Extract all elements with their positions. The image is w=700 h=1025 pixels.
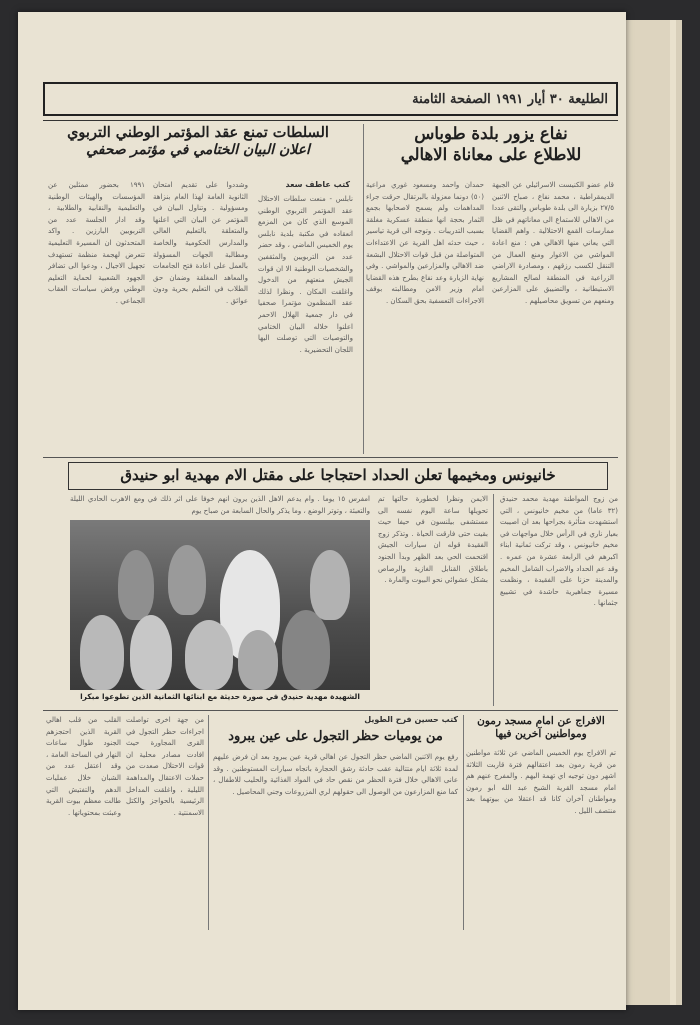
- bottom-left-col2: من جهة اخرى تواصلت اجراءات حظر التجول في القرى المجاورة حيث افادت مصادر محلية ان قوات الاحتلال صعدت من حملات الاعتقال والمداهمة الليلية ، واغلقت المداخل الرئيسية بالحواجز والكتل الاسمنتية .: [126, 716, 204, 817]
- section-rule-bottom: [43, 710, 618, 711]
- header-rule: [43, 120, 618, 121]
- bottom-middle-headline: من يوميات حظر التجول على عين يبرود: [228, 729, 443, 744]
- child-figure: [168, 545, 206, 615]
- column-divider: [463, 715, 464, 930]
- bottom-right-headline-line1: الافراج عن امام مسجد رمون: [477, 715, 605, 727]
- family-photo: [70, 520, 370, 690]
- left-headline-line2: اعلان البيان الختامي في مؤتمر صحفي: [86, 142, 310, 159]
- bottom-middle-body: رفع يوم الاثنين الماضي حظر التجول عن اهالي قرية عين يبرود بعد ان فرض عليهم لمدة ثلاثة ايام متتالية عقب حادثة رشق الحجارة باتجاه سيارات المستوطنين . وقد عانى الاهالي خلال فترة الحظر من نقص حاد في المواد الغذائية والحليب للاطفال ، كما منع المزارعون من الوصول الى حقولهم لري المزروعات وجني المحاصيل .: [213, 753, 458, 796]
- section-rule-top: [43, 457, 618, 458]
- child-figure: [185, 620, 233, 690]
- bottom-right-body: تم الافراج يوم الخميس الماضي عن ثلاثة مواطنين من قرية رمون بعد اعتقالهم فترة قاربت الثلاثة اشهر دون توجيه اي تهمة اليهم . والمفرج عنهم هم امام مسجد القرية الشيخ عبد الله ابو رمون ومواطنان آخران كانا قد اعتقلا من بيوتهما بعد منتصف الليل .: [466, 749, 616, 815]
- photo-caption: الشهيدة مهدية حنيدق في صورة حديثة مع ابنائها الثمانية الذين تطوعوا مبكرا: [80, 692, 360, 701]
- left-article-byline: كتب عاطف سعد: [285, 180, 350, 189]
- column-divider: [493, 494, 494, 706]
- publication-info: الطليعة ٣٠ أيار ١٩٩١ الصفحة الثامنة: [412, 91, 608, 107]
- column-divider: [363, 124, 364, 454]
- mid-left-text: امفرس ١٥ يوما . وام يدعم الاهل الذين يرون انهم خوفا على اثر ذلك في ومع الاهرب الحادي الليلة والتعبئة ، وتوتر الوضع ، وما يذكر والحال السابعة من صباح يوم: [70, 495, 370, 515]
- right-headline-line1: نفاع يزور بلدة طوباس: [414, 124, 568, 143]
- right-article-col1: قام عضو الكنيست الاسرائيلي عن الجبهة الديمقراطية ، محمد نفاع ، صباح الاثنين ٢٧/٥ بزيارة الى بلدة طوباس والتقى عددا من الاهالي للاستماع الى معاناتهم في ظل ممارسات القمع الاحتلالية . واهم القضايا التي يعاني منها الاهالي هي : منع اعادة المواشي من الاغوار ومنع العمال من التنقل لكسب رزقهم ، ومصادرة الاراضي الزراعية في المنطقة لصالح المشاريع الاستيطانية ، والتضييق على المزارعين ومنعهم من تسويق محاصيلهم .: [492, 181, 614, 305]
- child-figure: [310, 550, 350, 620]
- bottom-right-headline-line2: ومواطنين آخرين فيها: [495, 728, 587, 741]
- left-article-col2: وشددوا على تقديم امتحان الثانوية العامة لهذا العام بنزاهة ومسؤولية . وتناول البيان في المؤتمر عن البيان التي اعلنها والمتعلقة بالتعليم العالي والمدارس الحكومية والخاصة ومطالبة الجهات المسؤولة بالعمل على اعادة فتح الجامعات والمعاهد المغلقة وضمان حق الطلاب في التعليم بحرية ودون عوائق .: [153, 181, 248, 305]
- child-figure: [80, 615, 124, 690]
- right-headline-line2: للاطلاع على معاناة الاهالي: [400, 144, 582, 164]
- mid-far-right-col: من زوج المواطنة مهدية محمد حنيدق (٣٢ عاما) من مخيم خانيونس ، التي استشهدت متأثرة بجراحها بعد ان اصيبت بعيار ناري في الرأس خلال مواجهات في مخيم خانيونس ، وقد تركت ثمانية ابناء اكبرهم في الرابعة عشرة من عمره . وقد عم الحداد والاضراب الشامل المخيم والمدينة حزنا على الفقيدة ، ونظمت مسيرة جماهيرية حاشدة في تشييع جثمانها .: [500, 495, 618, 608]
- page-header: [43, 82, 618, 116]
- child-figure: [282, 610, 330, 690]
- left-article-col1: نابلس - منعت سلطات الاحتلال عقد المؤتمر التربوي الوطني الموسع الذي كان من المزمع انعقاده في مكتبة بلدية نابلس يوم الخميس الماضي ، وقد حضر عدد من التربويين والمثقفين والشخصيات الوطنية الا ان قوات الجيش منعتهم من الدخول واغلقت المكان . ونظرا لذلك عقد المنظمون مؤتمرا صحفيا في دار جمعية الهلال الاحمر اعلنوا خلاله البيان الختامي والتوصيات التي توصلت اليها اللجان التحضيرية .: [258, 195, 353, 354]
- bottom-left-col1: القلب من قلب اهالي القرية الذين احتجزهم الجنود طوال ساعات النهار في الساحة العامة ، وقد اعتقل عدد من الشبان خلال عمليات الدهم والتفتيش التي طالت معظم بيوت القرية وعبثت بمحتوياتها .: [46, 716, 121, 817]
- newspaper-page: [18, 12, 626, 1010]
- left-article-col3: ١٩٩١ بحضور ممثلين عن المؤسسات والهيئات الوطنية والتعليمية والنقابية والطلابية ، وقد ادار الجلسة عدد من التربويين البارزين . واكد المتحدثون ان المسيرة التعليمية تتعرض لهجمة منظمة تستهدف تجهيل الاجيال ، ودعوا الى تضافر الجهود الشعبية لحماية التعليم الوطني ورفض سياسات العقاب الجماعي .: [48, 181, 145, 305]
- right-article-col2: حمدان واحمد ومسعود غوري مراعية (٥٠) دونما معزولة بالبرتقال حرقت جراء المداهمات ولم يسمح لاصحابها بجمع الثمار بحجة انها منطقة عسكرية مغلقة بسبب التدريبات . وتوجه الى قرية تياسير ، حيث حدثه اهل القرية عن الاعتداءات المتواصلة من قبل قوات الاحتلال البشعة ضد الاهالي والمزارعين والمواشي . وفي نهاية الزيارة وعد نفاع بطرح هذه القضايا امام وزير الامن ومطالبته بوقف الاجراءات التعسفية بحق السكان .: [366, 181, 484, 305]
- right-article-headline: [366, 124, 616, 165]
- left-headline-line1: السلطات تمنع عقد المؤتمر الوطني التربوي: [67, 124, 329, 141]
- mid-right-col: الايمن ونظرا لخطورة حالتها تم تحويلها ساعة اليوم نفسه الى مستشفى بيلنسون في حيفا حيث بقيت حتى فارقت الحياة . وتذكر زوج الفقيدة قوله ان سيارات الجيش اقتحمت الحي بعد الظهر وبدأ الجنود باطلاق القنابل الغازية والرصاص بشكل عشوائي نحو البيوت والمارة .: [378, 495, 488, 585]
- bottom-right-headline: [466, 715, 616, 741]
- child-figure: [238, 630, 278, 690]
- bottom-middle-byline: كتب حسين فرح الطويل: [364, 715, 458, 724]
- child-figure: [118, 550, 154, 620]
- column-divider: [208, 715, 209, 930]
- banner-headline: خانيونس ومخيمها تعلن الحداد احتجاجا على مقتل الام مهدية ابو حنيدق: [68, 462, 608, 490]
- child-figure: [130, 615, 172, 690]
- left-article-headline: [48, 124, 348, 160]
